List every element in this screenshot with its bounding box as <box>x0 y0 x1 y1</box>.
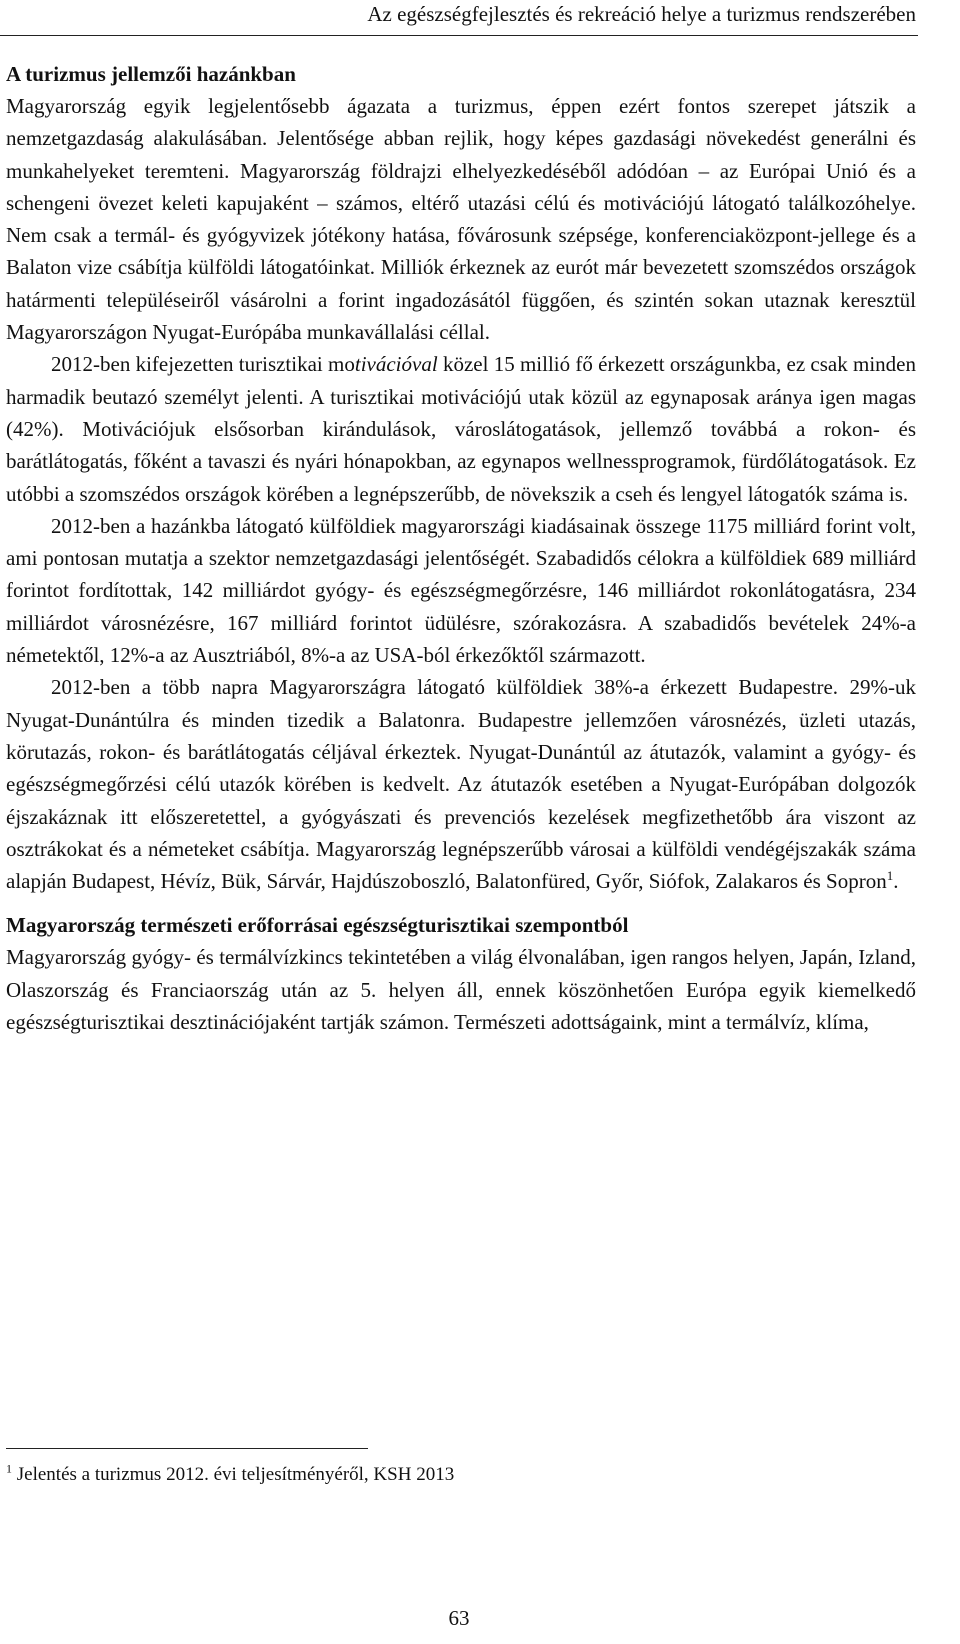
paragraph-intro: Magyarország egyik legjelentősebb ágazata a turizmus, éppen ezért fontos szerepet játszik a nemzetgazdaság alakulásában. Jelentősége abban rejlik, hogy képes gazdasági növekedést generálni és munkahelyeket teremteni. Magyarország földrajzi elhelyezkedéséből adódóan – az Európai Unió és a schengeni övezet keleti kapujaként – számos, eltérő utazási célú és motivációjú látogató találkozóhelye. Nem csak a termál- és gyógyvizek jótékony hatása, fővárosunk szépsége, konferenciaközpont-jellege és a Balaton vize csábítja külföldi látogatóinkat. Milliók érkeznek az eurót már bevezetett szomszédos országok határmenti településeiről vásárolni a forint ingadozásától függően, és szintén sokan utaznak keresztül Magyarországon Nyugat-Európába munkavállalási céllal. <box>6 94 916 345</box>
paragraph-destinations-end: . <box>893 869 899 894</box>
paragraph-motivation-italic: tivációval <box>354 352 438 377</box>
header-divider <box>0 35 918 36</box>
footnote-reference[interactable]: 1 <box>886 868 894 884</box>
paragraph-motivation-text-b: közel 15 millió fő érkezett országunkba, ez csak minden harmadik beutazó személyt jelenti. A turisztikai motivációjú utak közül az egynaposak aránya igen magas (42%). Motivációjuk elsősorban kirándulások, városlátogatások, jellemző továbbá a rokon- és barátlátogatás, főként a tavaszi és nyári hónapokban, az egynapos wellnessprogramok, fürdőlátogatások. Ez utóbbi a szomszédos országok körében a legnépszerűbb, de növekszik a cseh és lengyel látogatók száma is. <box>6 352 916 506</box>
paragraph-thermal-water: Magyarország gyógy- és termálvízkincs tekintetében a világ élvonalában, igen rangos helyen, Japán, Izland, Olaszország és Franciaország után az 5. helyen áll, ennek köszönhetően Európa egyik kiemelkedő egészségturisztikai desztinációjaként tartják számon. Természeti adottságaink, mint a termálvíz, klíma, <box>6 945 916 1035</box>
footnote <box>6 1462 906 1488</box>
page-body <box>6 58 916 1038</box>
paragraph-destinations <box>6 671 916 897</box>
footnote-text: Jelentés a turizmus 2012. évi teljesítményéről, KSH 2013 <box>12 1464 455 1485</box>
section-title-tourism: A turizmus jellemzői hazánkban <box>6 62 296 86</box>
footnote-divider <box>6 1448 368 1449</box>
paragraph-motivation-text-a: 2012-ben kifejezetten turisztikai mo <box>51 352 355 377</box>
paragraph-spending: 2012-ben a hazánkba látogató külföldiek magyarországi kiadásainak összege 1175 milliárd forint volt, ami pontosan mutatja a szektor nemzetgazdasági jelentőségét. Szabadidős célokra a külföldiek 689 milliárd forintot fordítottak, 142 milliárdot gyógy- és egészségmegőrzésre, 146 milliárdot rokonlátogatásra, 234 milliárdot városnézésre, 167 milliárd forintot üdülésre, szórakozásra. A szabadidős bevételek 24%-a németektől, 12%-a az Ausztriából, 8%-a az USA-ból érkezőktől származott. <box>6 513 916 668</box>
paragraph-motivation <box>6 348 916 509</box>
running-header: Az egészségfejlesztés és rekreáció helye a turizmus rendszerében <box>367 2 916 26</box>
page-number: 63 <box>448 1606 470 1630</box>
paragraph-destinations-text: 2012-ben a több napra Magyarországra látogató külföldiek 38%-a érkezett Budapestre. 29%-uk Nyugat-Dunántúlra és minden tizedik a Balatonra. Budapestre jellemzően városnézés, üzleti utazás, körutazás, rokon- és barátlátogatás céljával érkeztek. Nyugat-Dunántúl az átutazók, valamint a gyógy- és egészségmegőrzési célú utazók körében is kedvelt. Az átutazók esetében a Nyugat-Európában dolgozók éjszakáznak itt előszeretettel, a gyógyászati és prevenciós kezelések megfizethetőbb ára viszont az osztrákokat és a németeket csábítja. Magyarország legnépszerűbb városai a külföldi vendégéjszakák száma alapján Budapest, Hévíz, Bük, Sárvár, Hajdúszoboszló, Balatonfüred, Győr, Siófok, Zalakaros és Sopron <box>6 675 916 894</box>
footnote-mark: 1 <box>6 1461 12 1476</box>
section-title-natural-resources: Magyarország természeti erőforrásai egészségturisztikai szempontból <box>6 913 629 938</box>
